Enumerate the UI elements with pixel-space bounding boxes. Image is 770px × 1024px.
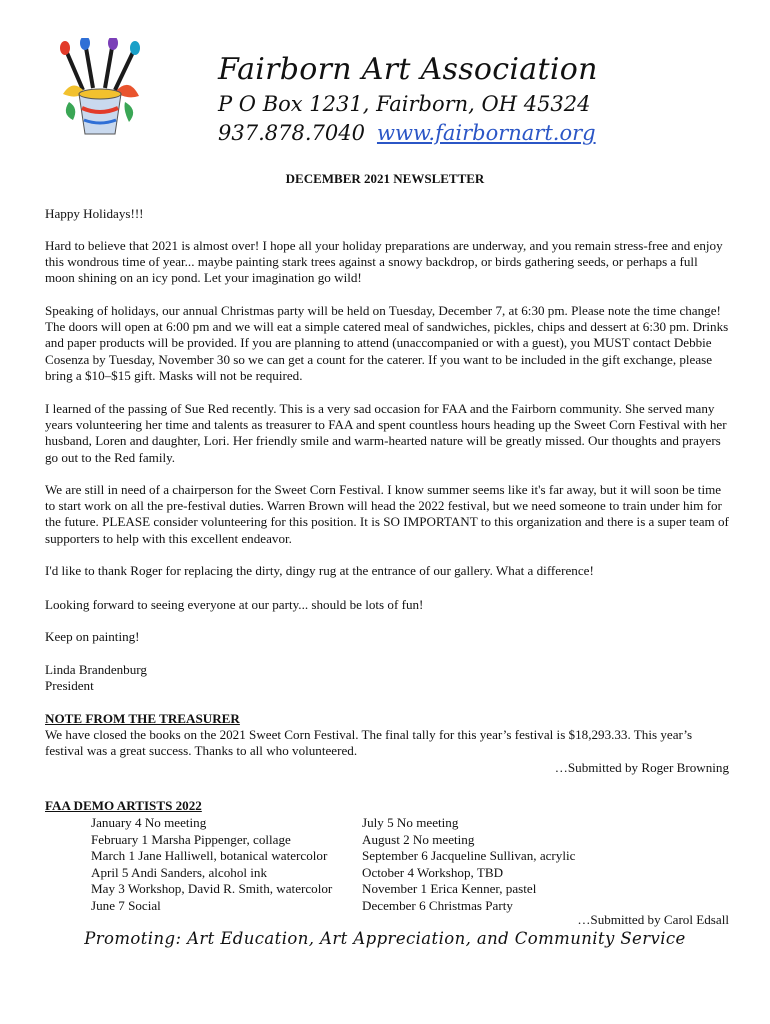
website-link[interactable]: www.fairbornart.org (376, 121, 596, 145)
letter-paragraph-6-block (45, 597, 729, 613)
letter-paragraph-7-block (45, 629, 729, 645)
phone-number: 937.878.7040 (218, 121, 365, 145)
treasurer-text: We have closed the books on the 2021 Sweet Corn Festival. The final tally for this year’s festival is $18,293.33. This year’s festival was a great success. Thanks to all who volunteered. (45, 727, 693, 759)
paint-bucket-brushes-logo (55, 38, 145, 138)
letter-paragraph-5-block (45, 563, 729, 579)
signature (45, 662, 729, 694)
list-item: May 3 Workshop, David R. Smith, watercolor (91, 881, 333, 897)
treasurer-section (45, 711, 729, 776)
demo-artists-list-right (362, 815, 575, 915)
footer-motto: Promoting: Art Education, Art Appreciation, and Community Service (84, 929, 686, 948)
letter-paragraph-3-block (45, 401, 729, 466)
list-item: December 6 Christmas Party (362, 897, 513, 913)
letter-paragraph-1-block (45, 238, 729, 287)
list-item: September 6 Jacqueline Sullivan, acrylic (362, 848, 576, 864)
demo-artists-credit-block (45, 912, 729, 928)
demo-artists-heading: FAA DEMO ARTISTS 2022 (45, 798, 202, 813)
letter-paragraph: I learned of the passing of Sue Red recently. This is a very sad occasion for FAA and the Fairborn community. She served many years volunteering her time and talents as treasurer to FAA and spent countless hours heading up the Sweet Corn Festival with her husband, Loren and daughter, Lori. Her friendly smile and warm-hearted nature will be greatly missed. Our thoughts and prayers go out to the Red family. (45, 401, 727, 465)
newsletter-title: DECEMBER 2021 NEWSLETTER (285, 171, 485, 186)
organization-name: Fairborn Art Association (218, 52, 598, 87)
signature-name: Linda Brandenburg (45, 662, 147, 677)
greeting: Happy Holidays!!! (45, 206, 144, 221)
list-item: October 4 Workshop, TBD (362, 864, 504, 880)
letter-paragraph-4-block (45, 482, 729, 547)
list-item: February 1 Marsha Pippenger, collage (91, 831, 291, 847)
letter-paragraph: We are still in need of a chairperson for the Sweet Corn Festival. I know summer seems like it's far away, but it will soon be time to start work on all the pre-festival duties. Warren Brown will head the 2022 festival, but we need someone to train under him for the future. PLEASE consider volunteering for this position. It is SO IMPORTANT to this organization and there is a super team of supporters to help with this excellent endeavor. (45, 482, 729, 546)
signature-title: President (45, 678, 94, 694)
treasurer-heading: NOTE FROM THE TREASURER (45, 711, 240, 726)
organization-address: P O Box 1231, Fairborn, OH 45324 (218, 92, 591, 116)
list-item: November 1 Erica Kenner, pastel (362, 881, 537, 897)
list-item: January 4 No meeting (91, 815, 207, 830)
letter-paragraph: Keep on painting! (45, 629, 140, 644)
list-item: March 1 Jane Halliwell, botanical watercolor (91, 848, 328, 864)
letter-paragraph-2-block (45, 303, 729, 384)
list-item: August 2 No meeting (362, 831, 475, 847)
letter-paragraph: I'd like to thank Roger for replacing the dirty, dingy rug at the entrance of our gallery. What a difference! (45, 563, 594, 578)
letter-paragraph: Hard to believe that 2021 is almost over! I hope all your holiday preparations are underway, and you remain stress-free and enjoy this wondrous time of year... maybe painting stark trees against a snowy backdrop, or birds gathering seeds, or perhaps a full moon shining on an icy pond. Let your imagination go wild! (45, 238, 723, 286)
letter-greeting (45, 206, 729, 222)
demo-artists-credit: …Submitted by Carol Edsall (577, 912, 729, 927)
treasurer-credit: …Submitted by Roger Browning (554, 759, 729, 775)
demo-artists-heading-block (45, 798, 729, 814)
list-item: April 5 Andi Sanders, alcohol ink (91, 864, 268, 880)
letter-paragraph: Looking forward to seeing everyone at our party... should be lots of fun! (45, 597, 424, 612)
letter-paragraph: Speaking of holidays, our annual Christmas party will be held on Tuesday, December 7, at 6:30 pm. Please note the time change! The doors will open at 6:00 pm and we will eat a simple catered meal of sandwiches, pickles, chips and dessert at 6:30 pm. Drinks and paper products will be provided. If you are planning to attend (unaccompanied or with a guest), you MUST contact Debbie Cosenza by Tuesday, November 30 so we can get a count for the caterer. If you want to be included in the gift exchange, please bring a $10–$15 gift. Masks will not be required. (45, 303, 729, 383)
demo-artists-list-left (91, 815, 332, 915)
contact-line (218, 121, 596, 145)
list-item: July 5 No meeting (362, 815, 459, 830)
list-item: June 7 Social (91, 897, 161, 913)
